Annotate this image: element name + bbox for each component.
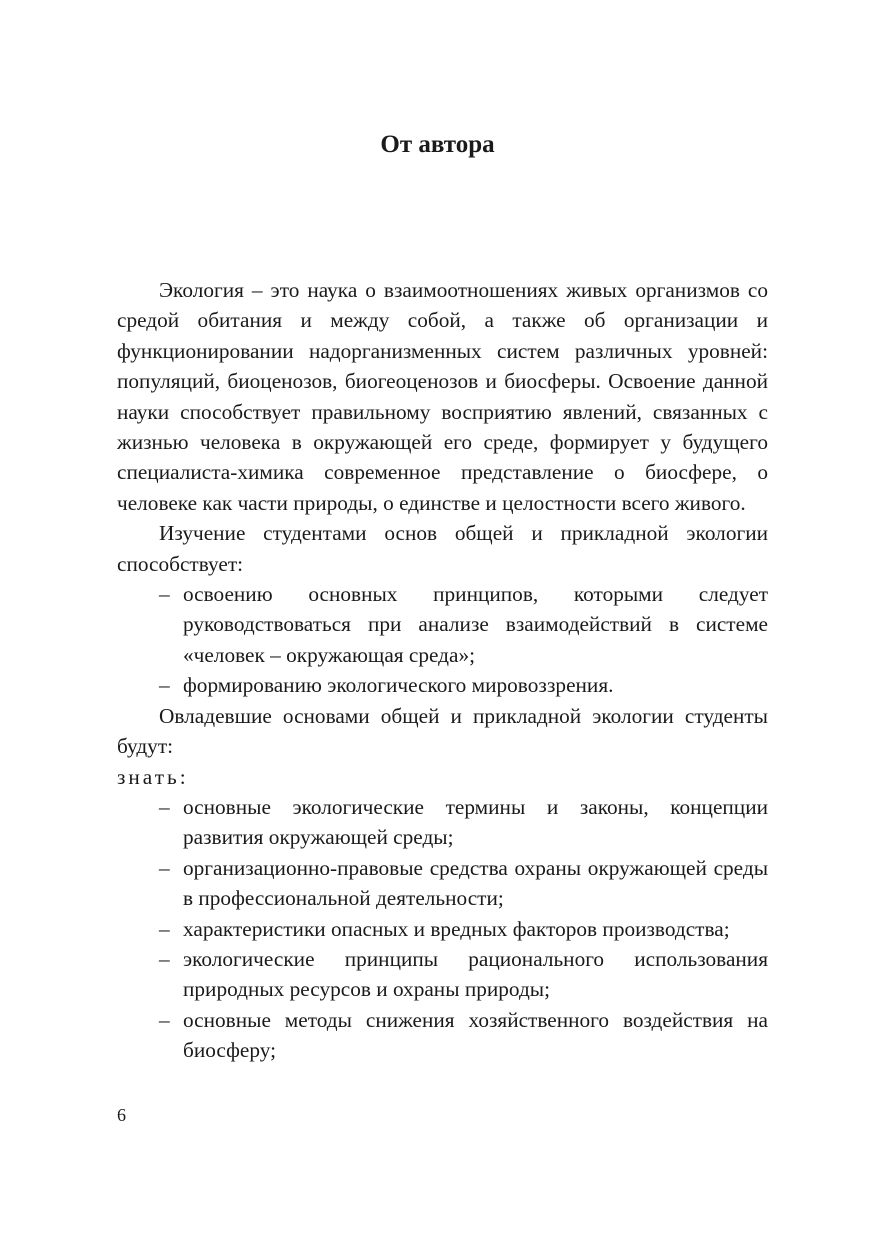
list-item-text: основные экологические термины и законы, концепции развития окружающей среды; <box>183 794 768 850</box>
intro-paragraph-2: Изучение студентами основ общей и прикладной экологии способствует: <box>117 521 768 576</box>
intro-paragraph-1: Экология – это наука о взаимоотношениях живых организмов со средой обитания и между собой, а также об организации и функционировании надорганизменных систем различных уровней: популяций, биоценозов, биогеоценозов и биосферы. Освоение данной науки способствует правильному восприятию явлений, связанных с жизнью человека в окружающей его среде, формирует у будущего специалиста-химика современное представление о биосфере, о человеке как части природы, о единстве и целостности всего живого. <box>117 278 768 515</box>
knowledge-list <box>117 792 768 1066</box>
page-title: От автора <box>380 130 495 158</box>
dash-bullet: – <box>159 673 170 698</box>
list-item-text: освоению основных принципов, которыми следует руководствоваться при анализе взаимодействий в системе «человек – окружающая среда»; <box>183 582 768 667</box>
outcomes-paragraph: Овладевшие основами общей и прикладной экологии студенты будут: <box>117 703 768 759</box>
page-body <box>117 275 768 1066</box>
benefits-list <box>117 579 768 701</box>
dash-bullet: – <box>159 916 170 941</box>
list-item <box>117 579 768 670</box>
know-label: знать: <box>117 764 189 789</box>
list-item-text: экологические принципы рационального использования природных ресурсов и охраны природы; <box>183 946 768 1002</box>
dash-bullet: – <box>159 1007 170 1032</box>
list-item-text: организационно-правовые средства охраны окружающей среды в профессиональной деятельности; <box>183 855 768 911</box>
dash-bullet: – <box>159 946 170 971</box>
list-item <box>117 670 768 700</box>
list-item-text: основные методы снижения хозяйственного воздействия на биосферу; <box>183 1007 768 1063</box>
list-item <box>117 792 768 853</box>
list-item-text: формированию экологического мировоззрения. <box>183 673 614 698</box>
dash-bullet: – <box>159 582 170 607</box>
list-item <box>117 1005 768 1066</box>
list-item <box>117 914 768 944</box>
list-item-text: характеристики опасных и вредных факторов производства; <box>183 916 730 941</box>
dash-bullet: – <box>159 855 170 880</box>
page-number: 6 <box>117 1105 126 1125</box>
list-item <box>117 944 768 1005</box>
dash-bullet: – <box>159 794 170 819</box>
list-item <box>117 853 768 914</box>
